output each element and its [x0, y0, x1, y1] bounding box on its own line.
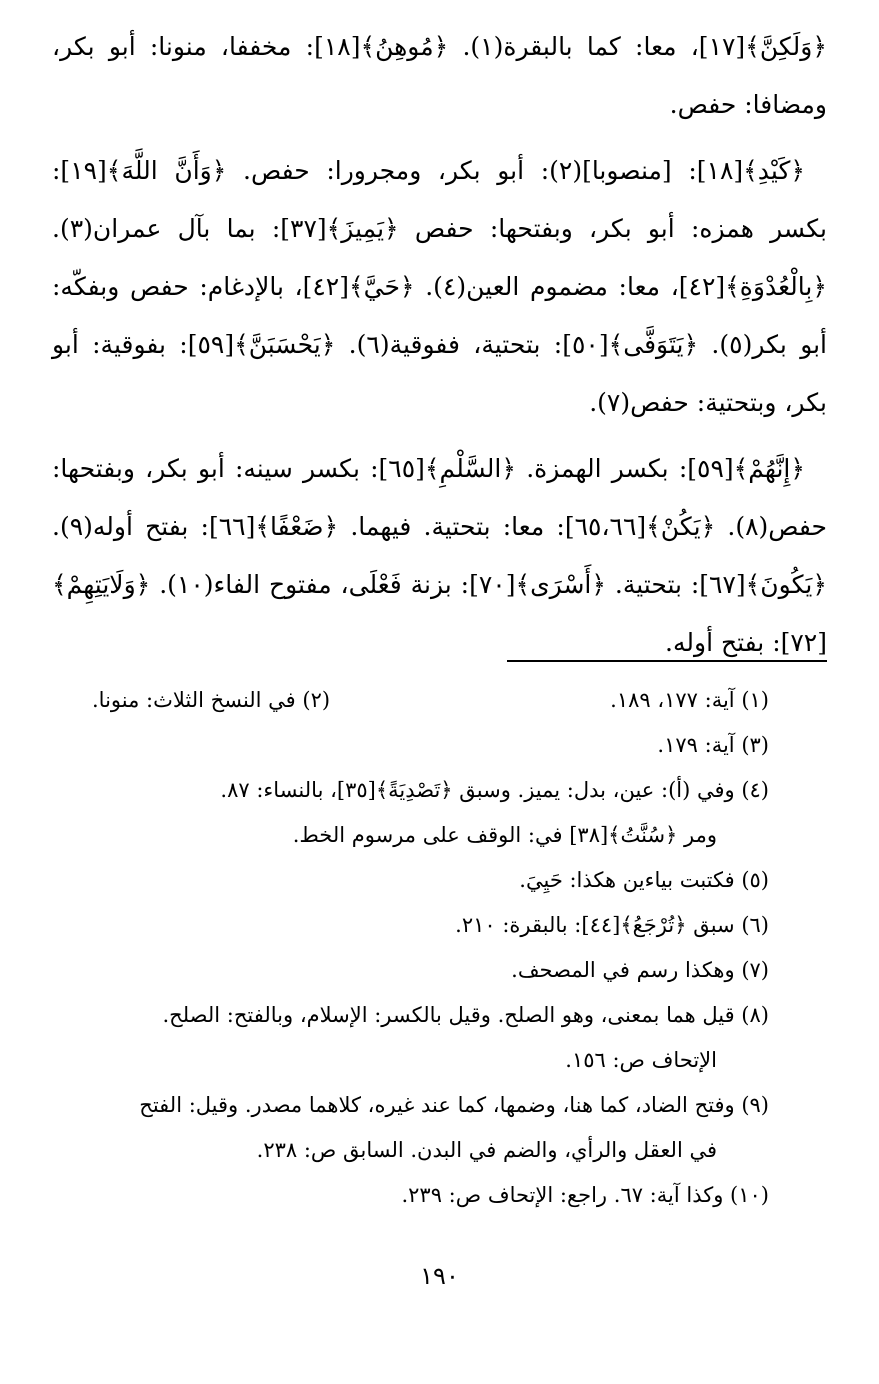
footnote-8: (٨) قيل هما بمعنى، وهو الصلح. وقيل بالكسر: الإسلام، وبالفتح: الصلح. [162, 1003, 769, 1027]
paragraph-1: ﴿وَلَكِنَّ﴾[١٧]، معا: كما بالبقرة(١). ﴿مُوهِنُ﴾[١٨]: مخففا، منونا: أبو بكر، ومضافا: حفص. [52, 32, 827, 119]
footnote-5: (٥) فكتبت بياءين هكذا: حَيِيَ. [519, 868, 769, 892]
footnote-10: (١٠) وكذا آية: ٦٧. راجع: الإتحاف ص: ٢٣٩. [401, 1183, 769, 1207]
footnote-row-1-2 [52, 678, 769, 723]
footnote-1: (١) آية: ١٧٧، ١٨٩. [610, 688, 769, 712]
paragraph-2: ﴿كَيْدِ﴾[١٨]: [منصوبا](٢): أبو بكر، ومجرورا: حفص. ﴿وَأَنَّ اللَّهَ﴾[١٩]: بكسر همزه: أبو بكر، وبفتحها: حفص ﴿يَمِيزَ﴾[٣٧]: بما بآل عمران(٣). ﴿بِالْعُدْوَةِ﴾[٤٢]، معا: مضموم العين(٤). ﴿حَيَّ﴾[٤٢]، بالإدغام: حفص وبفكّه: أبو بكر(٥). ﴿يَتَوَفَّى﴾[٥٠]: بتحتية، ففوقية(٦). ﴿يَحْسَبَنَّ﴾[٥٩]: بفوقية: أبو بكر، وبتحتية: حفص(٧). [52, 156, 828, 417]
footnote-separator [507, 660, 827, 662]
footnote-3: (٣) آية: ١٧٩. [657, 733, 769, 757]
footnote-2: (٢) في النسخ الثلاث: منونا. [92, 688, 331, 712]
footnote-8-continued: الإتحاف ص: ١٥٦. [565, 1048, 717, 1072]
page-number: ١٩٠ [420, 1262, 459, 1290]
footnotes [52, 678, 769, 1218]
footnote-7: (٧) وهكذا رسم في المصحف. [511, 958, 769, 982]
footnote-4-continued: ومر ﴿سُنَّتُ﴾[٣٨] في: الوقف على مرسوم الخط. [292, 823, 717, 847]
footnote-6: (٦) سبق ﴿تُرْجَعُ﴾[٤٤]: بالبقرة: ٢١٠. [455, 913, 769, 937]
footnote-4: (٤) وفي (أ): عين، بدل: يميز. وسبق ﴿تَصْدِيَةً﴾[٣٥]، بالنساء: ٨٧. [220, 778, 769, 802]
paragraph-3: ﴿إِنَّهُمْ﴾[٥٩]: بكسر الهمزة. ﴿السَّلْمِ﴾[٦٥]: بكسر سينه: أبو بكر، وبفتحها: حفص(٨). ﴿يَكُنْ﴾[٦٥،٦٦]: معا: بتحتية. فيهما. ﴿ضَعْفًا﴾[٦٦]: بفتح أوله(٩). ﴿يَكُونَ﴾[٦٧]: بتحتية. ﴿أَسْرَى﴾[٧٠]: بزنة فَعْلَى، مفتوح الفاء(١٠). ﴿وَلَايَتِهِمْ﴾[٧٢]: بفتح أوله. [52, 454, 827, 657]
footnote-9: (٩) وفتح الضاد، كما هنا، وضمها، كما عند غيره، كلاهما مصدر. وقيل: الفتح [139, 1093, 769, 1117]
main-text [52, 18, 827, 680]
footnote-9-continued: في العقل والرأي، والضم في البدن. السابق ص: ٢٣٨. [256, 1138, 717, 1162]
